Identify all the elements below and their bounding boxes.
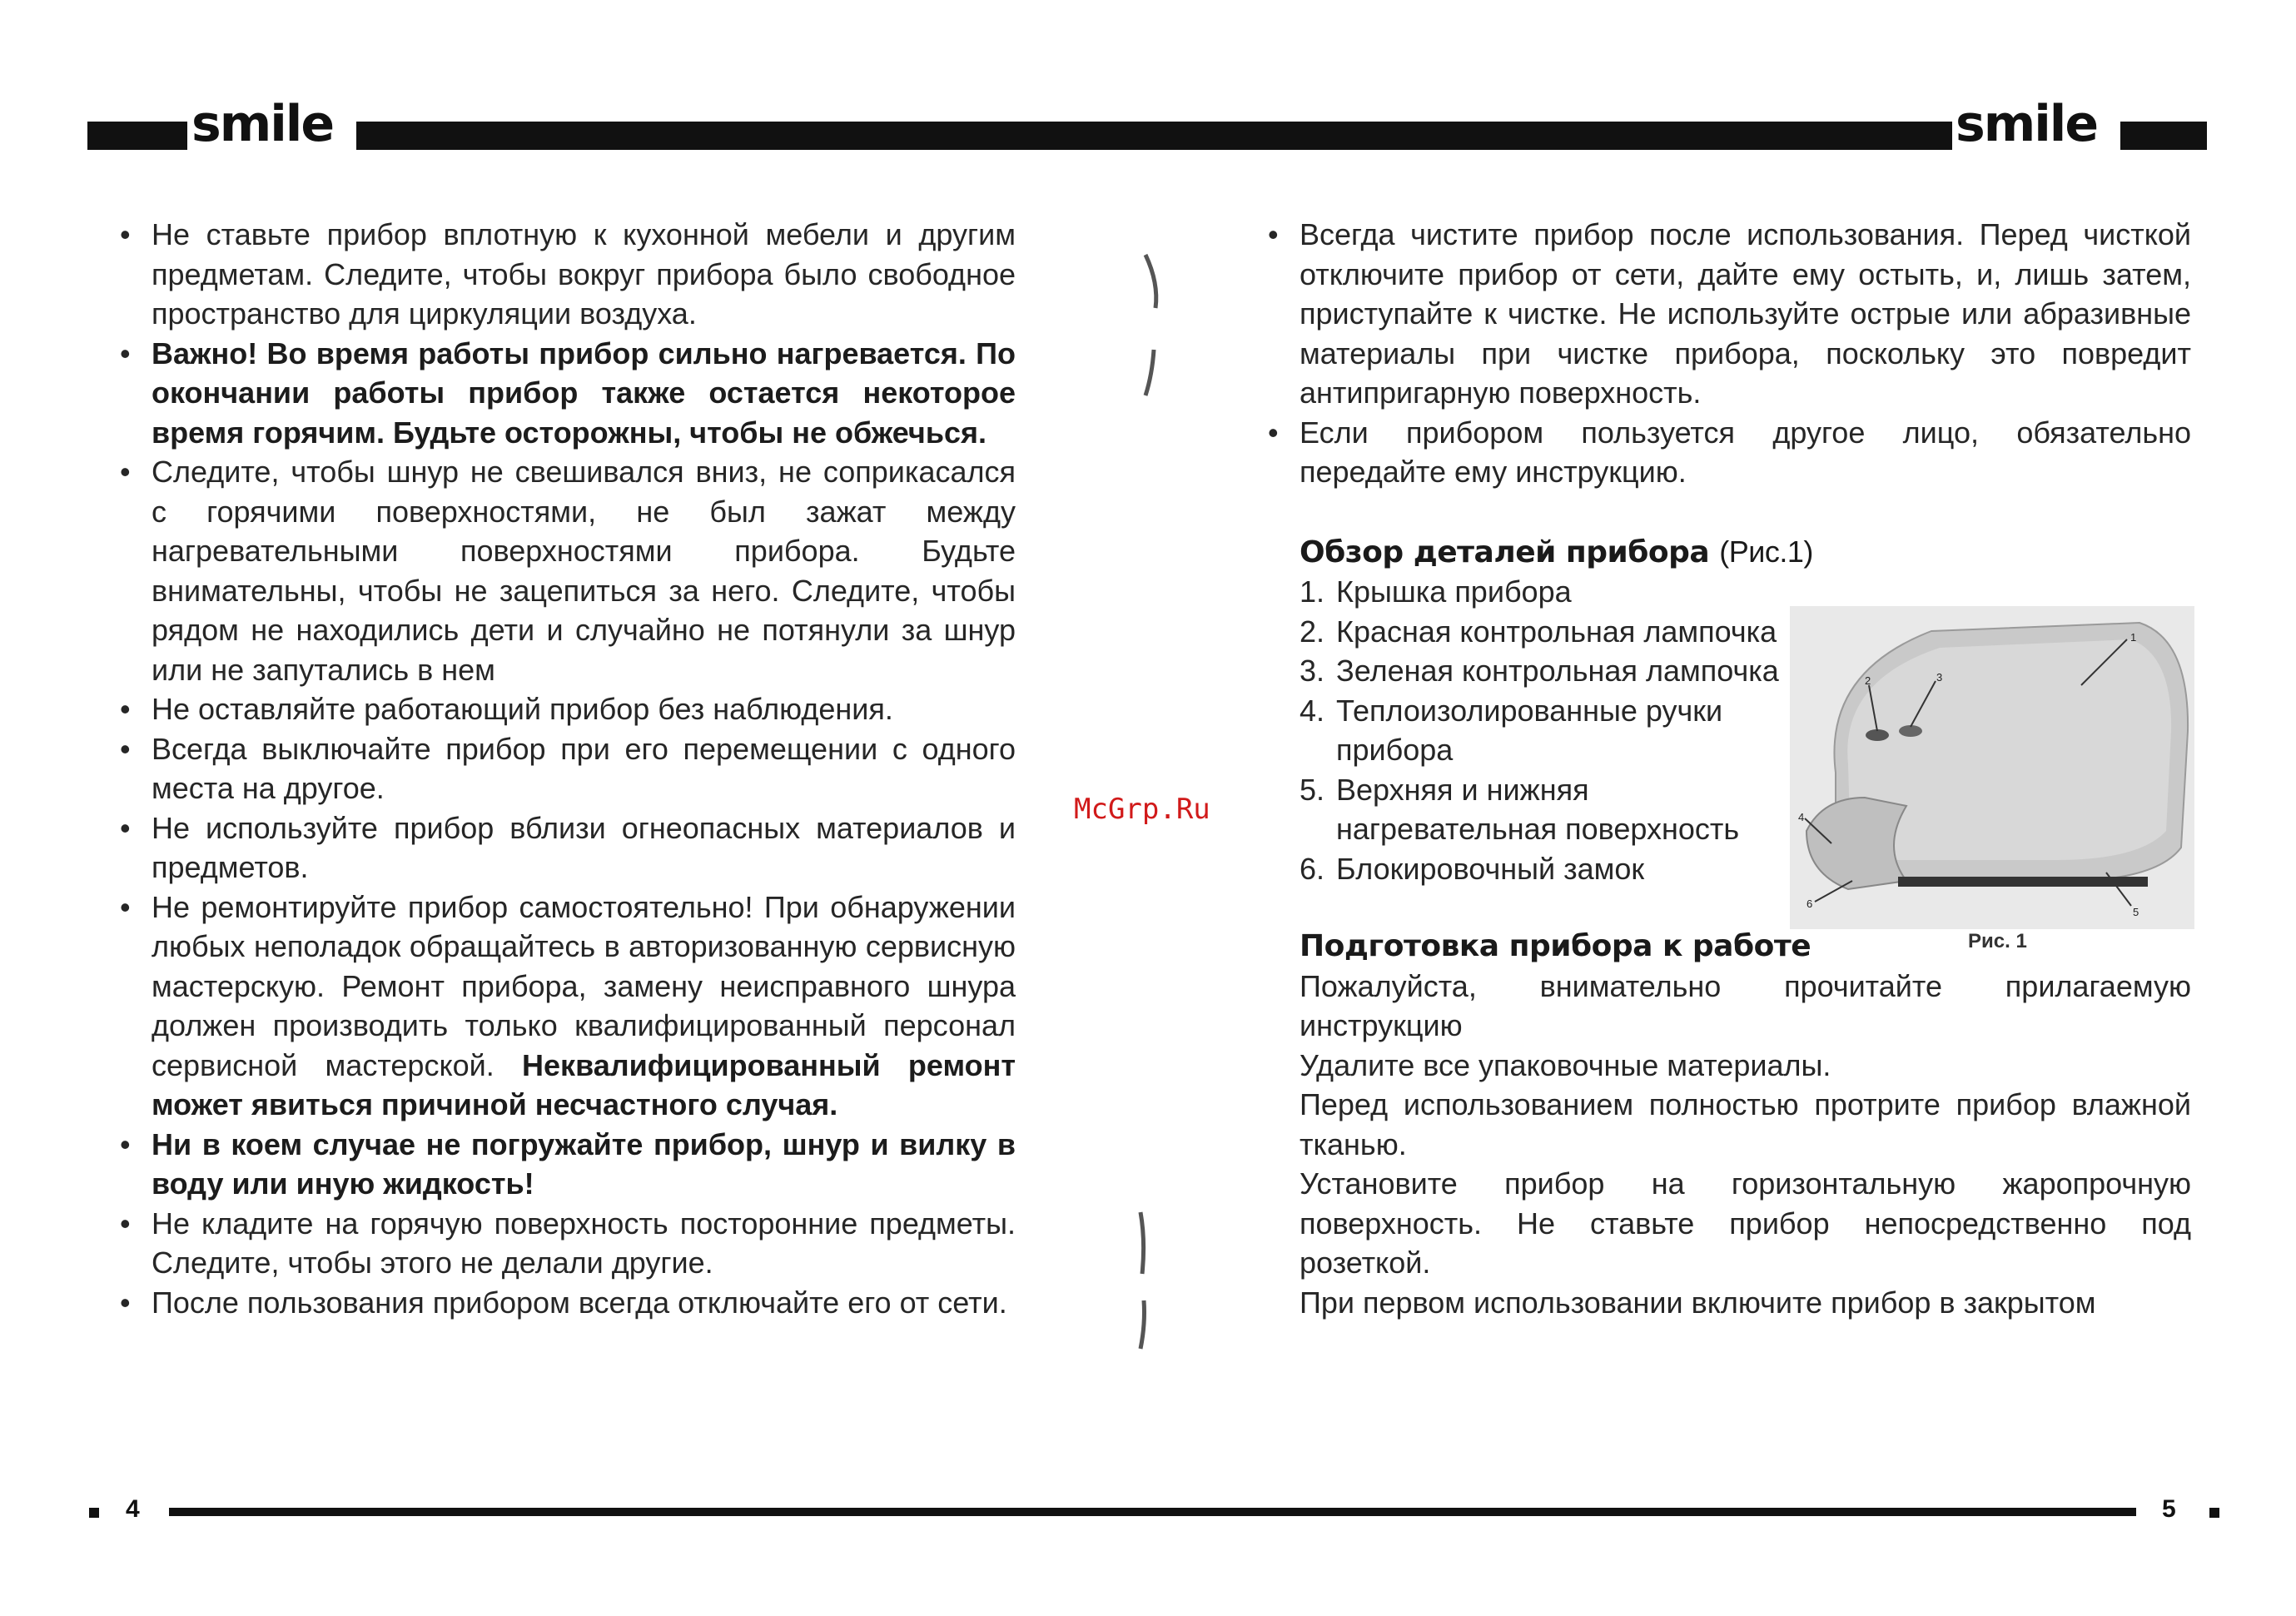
brand-logo: smile — [191, 95, 334, 153]
list-item-text: Ни в коем случае не погружайте прибор, шнур и вилку в воду или иную жидкость! — [152, 1126, 1016, 1201]
figure-caption: Рис. 1 — [1968, 930, 2027, 952]
safety-list-item — [152, 452, 1016, 689]
list-item-text: Не кладите на горячую поверхность посторонние предметы. Следите, чтобы этого не делали другие. — [152, 1206, 1016, 1280]
figure-label-6: 6 — [1806, 898, 1813, 910]
page-number: 4 — [126, 1495, 140, 1523]
prep-paragraph: Пожалуйста, внимательно прочитайте прилагаемую инструкцию — [1300, 968, 2191, 1042]
part-number: 4. — [1300, 693, 1325, 728]
part-number: 5. — [1300, 772, 1325, 807]
prep-paragraph: Удалите все упаковочные материалы. — [1300, 1047, 1831, 1082]
figure-label-1: 1 — [2130, 631, 2137, 644]
left-column — [152, 215, 1016, 1322]
prep-paragraph: Установите прибор на горизонтальную жаропрочную поверхность. Не ставьте прибор непосредственно под розеткой. — [1300, 1166, 2191, 1280]
care-list-item: • Если прибором пользуется другое лицо, обязательно передайте ему инструкцию. — [1300, 413, 2191, 492]
binding-mark — [1132, 1207, 1157, 1357]
header-bar — [1148, 122, 1952, 150]
header-bar — [2120, 122, 2207, 150]
sandwich-maker-figure — [1790, 606, 2194, 929]
part-number: 2. — [1300, 614, 1325, 649]
list-item-text: Следите, чтобы шнур не свешивался вниз, не соприкасался с горячими поверхностями, не был зажат между нагревательными поверхностями прибора. Будьте внимательны, чтобы не зацепиться за него. Следите, чтобы рядом не находились дети и случайно не потянули за шнур или не запутались в нем — [152, 455, 1016, 687]
safety-list-item — [152, 689, 1016, 729]
figure-label-4: 4 — [1798, 811, 1805, 823]
care-list — [1300, 215, 2191, 492]
prep-text — [1300, 967, 2191, 1323]
safety-list-item — [152, 1283, 1016, 1323]
footer-rule — [1148, 1508, 2136, 1516]
part-item — [1300, 770, 1799, 849]
figure-reference: (Рис.1) — [1719, 534, 1813, 569]
safety-list-item — [152, 1125, 1016, 1204]
part-number: 3. — [1300, 654, 1325, 688]
watermark: McGrp.Ru — [1074, 793, 1210, 826]
part-label: Красная контрольная лампочка — [1336, 614, 1777, 649]
part-label: Блокировочный замок — [1336, 851, 1645, 886]
part-item — [1300, 612, 1799, 652]
figure-label-2: 2 — [1865, 674, 1871, 687]
list-item-warning: Неквалифицированный ремонт может явиться причиной несчастного случая. — [152, 1047, 1016, 1121]
safety-list-item — [152, 1204, 1016, 1283]
safety-list-item — [152, 729, 1016, 808]
list-item-text: Всегда выключайте прибор при его перемещении с одного места на другое. — [152, 731, 1016, 805]
overview-heading — [1300, 532, 2191, 573]
part-label: Теплоизолированные ручки прибора — [1336, 693, 1723, 767]
list-item-text: После пользования прибором всегда отключайте его от сети. — [152, 1285, 1007, 1320]
list-item-text: Не используйте прибор вблизи огнеопасных материалов и предметов. — [152, 810, 1016, 884]
list-item-text: Важно! Во время работы прибор сильно нагревается. По окончании работы прибор также остается некоторое время горячим. Будьте осторожны, чтобы не обжечься. — [152, 336, 1016, 450]
part-label: Зеленая контрольная лампочка — [1336, 654, 1779, 688]
part-item — [1300, 572, 1799, 612]
footer-marker — [2209, 1508, 2219, 1518]
safety-list-item — [152, 334, 1016, 453]
list-item-text: Не оставляйте работающий прибор без наблюдения. — [152, 692, 893, 726]
part-item — [1300, 849, 1799, 889]
prep-paragraph: Перед использованием полностью протрите прибор влажной тканью. — [1300, 1087, 2191, 1161]
safety-list — [152, 215, 1016, 1322]
safety-list-item — [152, 808, 1016, 888]
part-label: Крышка прибора — [1336, 574, 1572, 609]
footer-rule — [169, 1508, 1148, 1516]
binding-mark — [1141, 250, 1165, 408]
safety-list-item — [152, 888, 1016, 1125]
list-item-text: Не ставьте прибор вплотную к кухонной мебели и другим предметам. Следите, чтобы вокруг прибора было свободное пространство для циркуляции воздуха. — [152, 217, 1016, 331]
parts-list — [1300, 572, 1799, 888]
part-label: Верхняя и нижняя нагревательная поверхность — [1336, 772, 1740, 846]
prep-paragraph: При первом использовании включите прибор в закрытом — [1300, 1285, 2096, 1320]
sandwich-maker-image — [1790, 606, 2194, 929]
brand-logo: smile — [1956, 95, 2098, 153]
list-item-text: Не ремонтируйте прибор самостоятельно! При обнаружении любых неполадок обращайтесь в авторизованную сервисную мастерскую. Ремонт прибора, замену неисправного шнура должен производить только квалифицированный персонал сервисной мастерской. — [152, 889, 1016, 1082]
safety-list-item — [152, 215, 1016, 334]
part-number: 1. — [1300, 574, 1325, 609]
page-number: 5 — [2162, 1495, 2176, 1523]
figure-label-3: 3 — [1936, 671, 1943, 684]
figure-label-5: 5 — [2133, 906, 2139, 918]
part-number: 6. — [1300, 851, 1325, 886]
prep-heading: Подготовка прибора к работе — [1300, 929, 1811, 963]
header-bar — [356, 122, 1148, 150]
part-item — [1300, 691, 1799, 770]
overview-heading-text: Обзор деталей прибора — [1300, 535, 1710, 569]
header-bar — [87, 122, 187, 150]
footer-marker — [89, 1508, 99, 1518]
care-list-item: • Всегда чистите прибор после использования. Перед чисткой отключите прибор от сети, дайте ему остыть, и, лишь затем, приступайте к чистке. Не используйте острые или абразивные материалы при чистке прибора, поскольку это повредит антипригарную поверхность. — [1300, 215, 2191, 413]
part-item — [1300, 651, 1799, 691]
